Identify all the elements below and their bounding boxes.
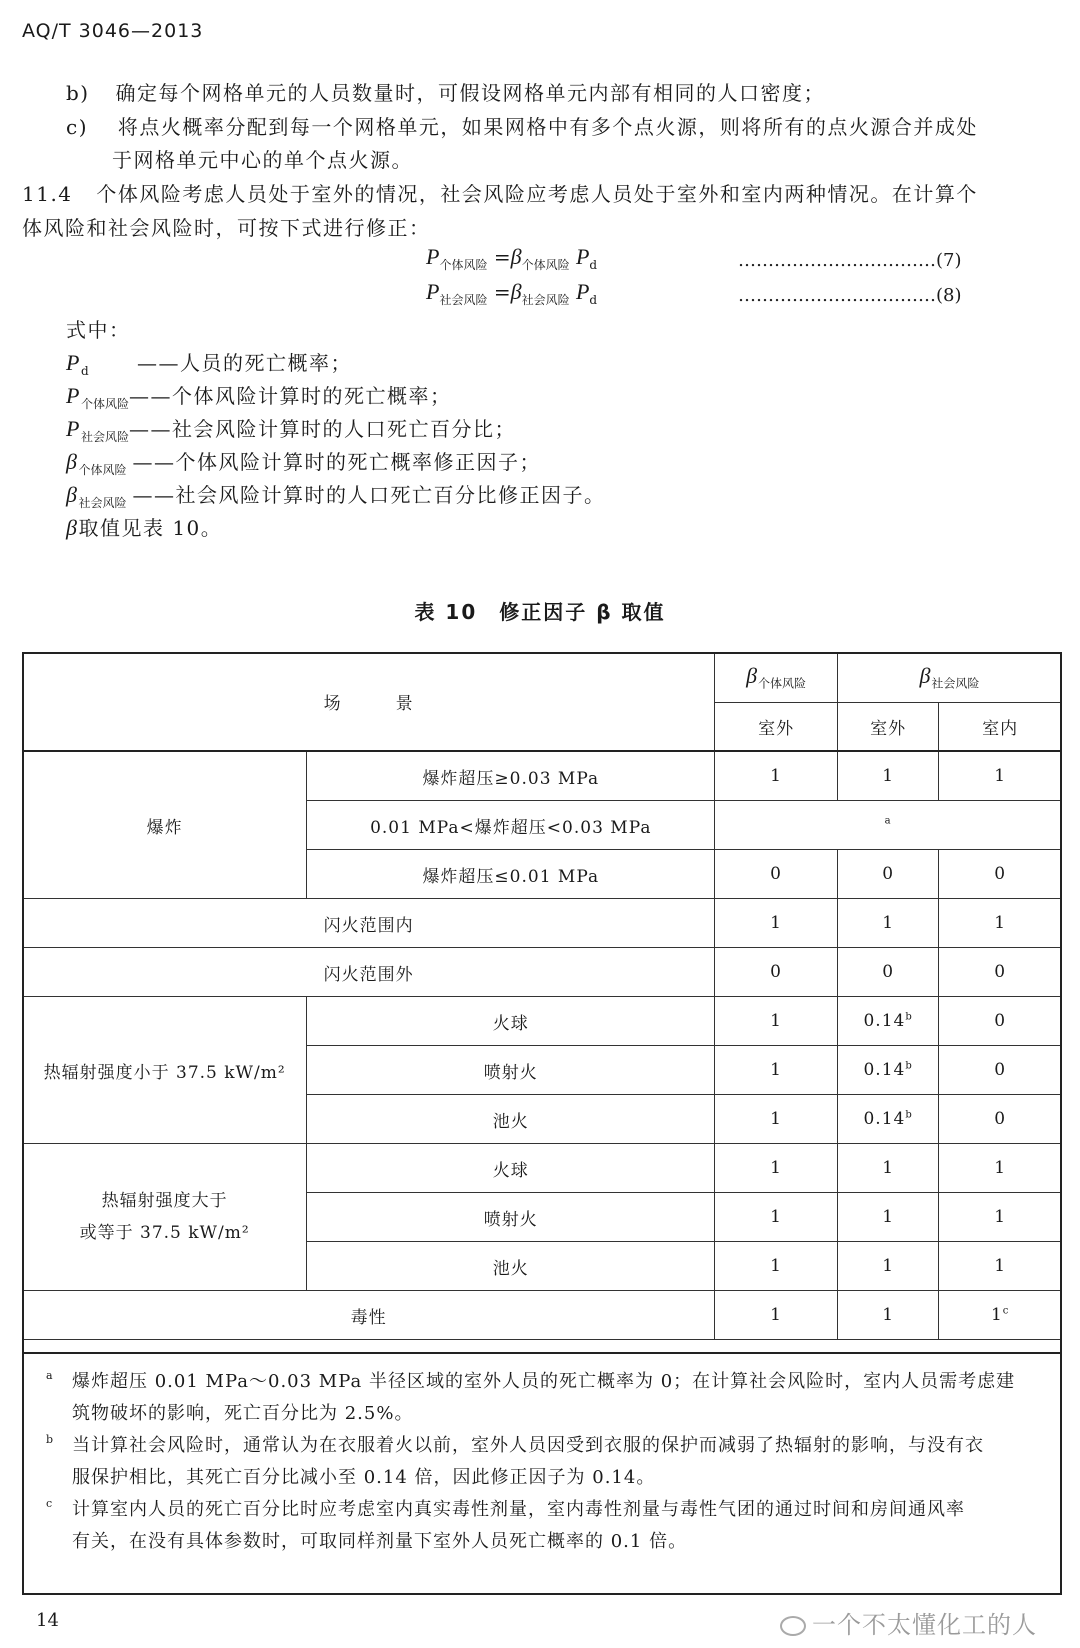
formula-8: $P_{社会风险} =\beta_{社会风险}$ $P_d$ [426,279,598,307]
def-p-individual: $P_{个体风险}——$个体风险计算时的死亡概率； [66,383,452,411]
table-row: 喷射火 1 1 1 [23,1193,1062,1242]
group-toxic: 毒性 [23,1291,715,1340]
group-explosion: 爆炸 [23,751,307,899]
table-row: 闪火范围内 1 1 1 [23,899,1062,948]
table-row: 池火 1 0.14$^b$ 0 [23,1095,1062,1144]
section-11-4 [22,177,978,211]
list-item-b [66,76,825,110]
section-text-cont: 体风险和社会风险时，可按下式进行修正： [22,216,431,240]
beta-table [22,652,1062,1340]
watermark: 一个不太懂化工的人 [780,1605,1037,1640]
wechat-icon [780,1616,806,1636]
section-number: 11.4 [22,182,73,206]
group-radiation-low: 热辐射强度小于 37.5 kW/m² [23,997,307,1144]
group-flash-in: 闪火范围内 [23,899,715,948]
table-row: 闪火范围外 0 0 0 [23,948,1062,997]
header-indoor: 室内 [939,703,1062,752]
list-item-c [66,110,978,144]
def-pd: $P_d$ ——人员的死亡概率； [66,350,352,378]
formula-8-leader: ……………………………(8) [738,285,962,306]
list-mark: b) [66,81,90,105]
table-caption: 表 10 修正因子 β 取值 [414,600,666,624]
group-radiation-high: 热辐射强度大于 或等于 37.5 kW/m² [23,1144,307,1291]
formula-7-leader: ……………………………(7) [738,250,962,271]
beta-ref: β取值见表 10。 [66,515,223,540]
list-mark: c) [66,115,89,139]
note-a: a 爆炸超压 0.01 MPa～0.03 MPa 半径区域的室外人员的死亡概率为 0；在计算社会风险时，室内人员需考虑建 筑物破坏的影响，死亡百分比为 2.5%。 [46,1369,1016,1424]
note-b: b 当计算社会风险时，通常认为在衣服着火以前，室外人员因受到衣服的保护而减弱了热辐射的影响，与没有衣 服保护相比，其死亡百分比减小至 0.14 倍，因此修正因子为 0.14。 [46,1433,984,1488]
where-intro: 式中： [66,318,131,342]
list-text: 将点火概率分配到每一个网格单元，如果网格中有多个点火源，则将所有的点火源合并成处 [117,115,978,139]
table-row: 喷射火 1 0.14$^b$ 0 [23,1046,1062,1095]
header-outdoor: 室外 [715,703,838,752]
table-row: 毒性 1 1 1$^c$ [23,1291,1062,1340]
table-row: 池火 1 1 1 [23,1242,1062,1291]
header-outdoor: 室外 [837,703,938,752]
def-p-social: $P_{社会风险}——$社会风险计算时的人口死亡百分比； [66,416,516,444]
table-row: 爆炸超压≤0.01 MPa 0 0 0 [23,850,1062,899]
group-flash-out: 闪火范围外 [23,948,715,997]
table-row: 热辐射强度小于 37.5 kW/m² 火球 1 0.14$^b$ 0 [23,997,1062,1046]
note-ref-a: a [715,801,1062,850]
table-row: 0.01 MPa<爆炸超压<0.03 MPa $^a$ [23,801,1062,850]
table-row: 热辐射强度大于 或等于 37.5 kW/m² 火球 1 1 1 [23,1144,1062,1193]
page-number: 14 [36,1610,59,1631]
equation-number: (7) [936,250,962,271]
list-text: 确定每个网格单元的人员数量时，可假设网格单元内部有相同的人口密度； [115,81,825,105]
standard-number: AQ/T 3046—2013 [22,20,204,42]
header-scene: 场 景 [23,653,715,752]
formula-7: $P_{个体风险} =\beta_{个体风险}$ $P_d$ [426,244,598,272]
list-text-cont: 于网格单元中心的单个点火源。 [112,148,413,172]
header-beta-individual: $\beta_{个体风险}$ [715,653,838,703]
def-beta-social: $\beta_{社会风险}$ ——社会风险计算时的人口死亡百分比修正因子。 [66,482,606,510]
def-beta-individual: $\beta_{个体风险}$ ——个体风险计算时的死亡概率修正因子； [66,449,541,477]
table-row: 爆炸 爆炸超压≥0.03 MPa 1 1 1 [23,751,1062,801]
table-notes [22,1354,1062,1595]
section-text: 个体风险考虑人员处于室外的情况，社会风险应考虑人员处于室外和室内两种情况。在计算个 [96,182,978,206]
header-beta-social: $\beta_{社会风险}$ [837,653,1061,703]
equation-number: (8) [936,285,962,306]
note-c: c 计算室内人员的死亡百分比时应考虑室内真实毒性剂量，室内毒性剂量与毒性气团的通过时间和房间通风率 有关，在没有具体参数时，可取同样剂量下室外人员死亡概率的 0.1 倍。 [46,1497,965,1552]
